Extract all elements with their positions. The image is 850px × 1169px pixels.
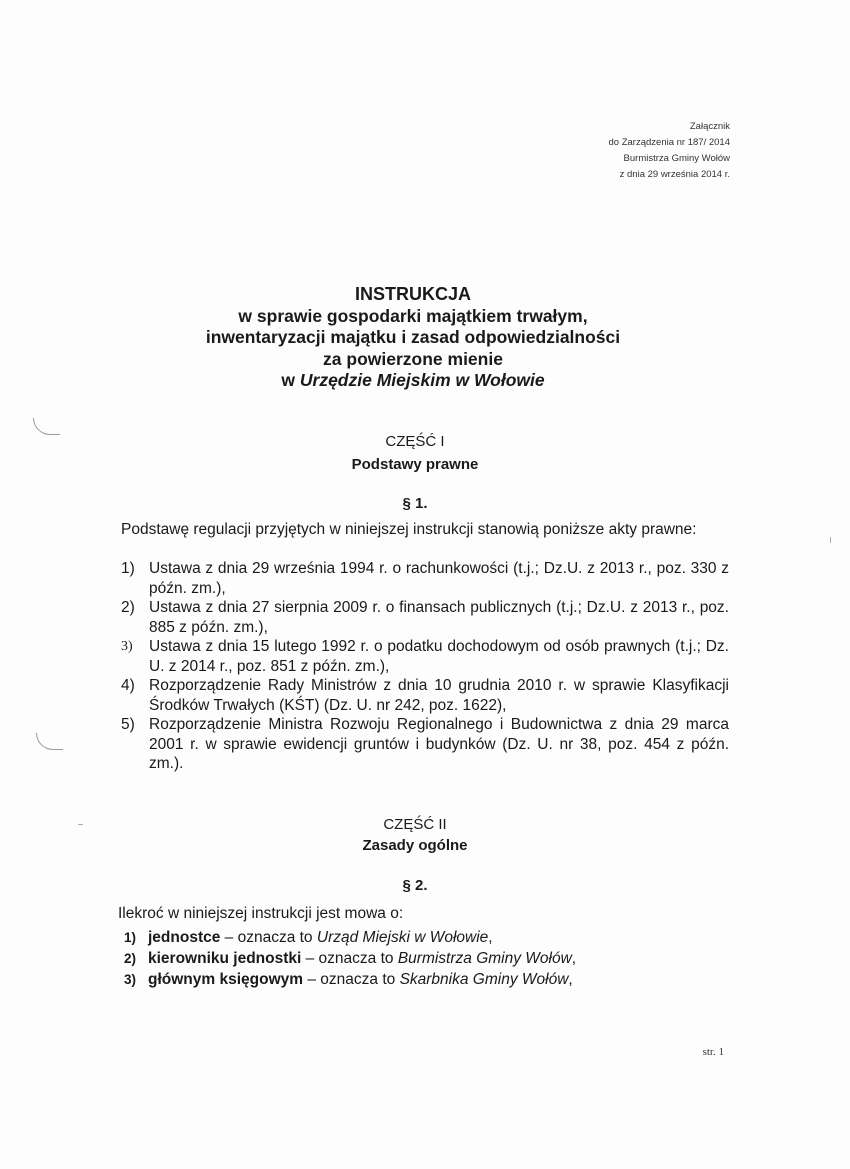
list-number: 1) <box>124 930 137 945</box>
legal-acts-list <box>121 559 729 774</box>
part1-intro-text: Podstawę regulacji przyjętych w niniejszej instrukcji stanowią poniższe akty prawne: <box>121 521 697 538</box>
list-item <box>124 927 724 948</box>
annex-line: z dnia 29 września 2014 r. <box>619 169 730 180</box>
title-italic: Urzędzie Miejskim w Wołowie <box>299 370 545 390</box>
part1-intro <box>101 520 729 540</box>
part1-subheading: Podstawy prawne <box>351 456 479 473</box>
part2-heading: CZĘŚĆ II <box>383 816 447 833</box>
list-text: Ustawa z dnia 15 lutego 1992 r. o podatku dochodowym od osób prawnych (t.j.; Dz. U. z 2014 r., poz. 851 z późn. zm.), <box>149 638 729 675</box>
list-item <box>121 559 729 598</box>
list-number: 4) <box>121 677 135 694</box>
list-text: Ustawa z dnia 27 sierpnia 2009 r. o finansach publicznych (t.j.; Dz.U. z 2013 r., poz. 885 z późn. zm.), <box>149 599 729 636</box>
part1-paragraph-mark: § 1. <box>402 495 428 512</box>
definitions-list <box>124 927 724 990</box>
title-line: w sprawie gospodarki majątkiem trwałym, <box>238 305 588 326</box>
page-number: str. 1 <box>702 1046 724 1058</box>
title-prefix: w <box>281 370 295 390</box>
title-line: INSTRUKCJA <box>354 284 471 304</box>
definition-end: , <box>488 929 493 946</box>
list-item <box>121 676 729 715</box>
part2-paragraph-mark: § 2. <box>402 877 428 894</box>
document-title <box>0 284 826 392</box>
list-item <box>121 715 729 774</box>
annex-line: do Zarządzenia nr 187/ 2014 <box>608 137 730 148</box>
scan-speck <box>830 537 831 543</box>
list-item <box>124 948 724 969</box>
definition-end: , <box>568 971 573 988</box>
definition-term: jednostce <box>148 929 221 946</box>
definition-term: głównym księgowym <box>148 971 304 988</box>
list-number: 2) <box>121 599 135 616</box>
annex-header <box>609 119 730 183</box>
list-number: 3) <box>124 972 137 987</box>
definition-value: Burmistrza Gminy Wołów <box>397 950 572 967</box>
definition-value: Skarbnika Gminy Wołów <box>399 971 569 988</box>
part2-intro: Ilekroć w niniejszej instrukcji jest mowa o: <box>118 905 404 922</box>
punch-hole-mark-bottom <box>36 733 63 750</box>
title-line <box>0 370 826 392</box>
list-text: Rozporządzenie Rady Ministrów z dnia 10 grudnia 2010 r. w sprawie Klasyfikacji Środków Trwałych (KŚT) (Dz. U. nr 242, poz. 1622), <box>149 677 729 714</box>
definition-end: , <box>571 950 577 967</box>
annex-line: Burmistrza Gminy Wołów <box>623 153 730 164</box>
list-item <box>121 637 729 676</box>
definition-connector: – oznacza to <box>303 971 400 988</box>
annex-line: Załącznik <box>689 121 730 132</box>
definition-term: kierowniku jednostki <box>148 950 302 967</box>
title-line: inwentaryzacji majątku i zasad odpowiedzialności <box>205 327 621 347</box>
definition-connector: – oznacza to <box>220 929 317 946</box>
list-number: 5) <box>121 716 135 733</box>
part1-heading: CZĘŚĆ I <box>385 433 445 450</box>
list-item <box>121 598 729 637</box>
list-text: Ustawa z dnia 29 września 1994 r. o rachunkowości (t.j.; Dz.U. z 2013 r., poz. 330 z późn. zm.), <box>149 560 729 597</box>
list-number: 1) <box>121 560 135 577</box>
list-item <box>124 969 724 990</box>
list-number: 3) <box>121 639 133 654</box>
title-line: za powierzone mienie <box>323 348 503 369</box>
list-number: 2) <box>124 951 137 966</box>
definition-connector: – oznacza to <box>301 950 398 967</box>
definition-value: Urząd Miejski w Wołowie <box>316 929 489 946</box>
part2-subheading: Zasady ogólne <box>362 837 468 854</box>
list-text: Rozporządzenie Ministra Rozwoju Regionalnego i Budownictwa z dnia 29 marca 2001 r. w sprawie ewidencji gruntów i budynków (Dz. U. nr 38, poz. 454 z późn. zm.). <box>149 716 729 772</box>
